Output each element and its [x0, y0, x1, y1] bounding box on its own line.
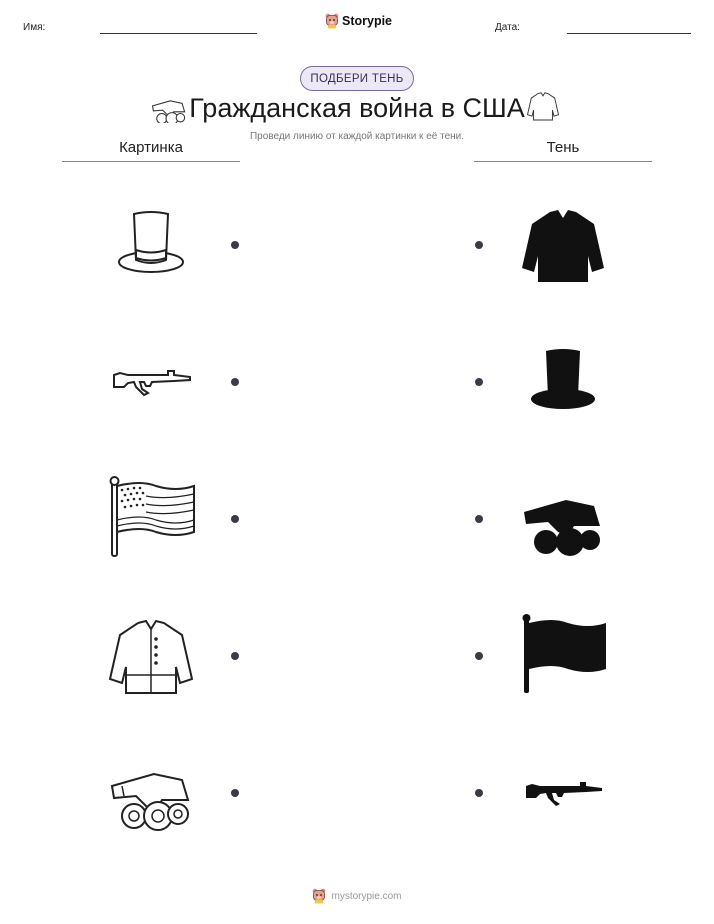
column-divider [474, 161, 652, 162]
rifle-shadow-icon [518, 748, 608, 838]
footer [0, 888, 714, 904]
column-header-pictures: Картинка [119, 139, 183, 156]
flag-shadow-icon [518, 611, 608, 701]
right-connection-dot[interactable] [475, 515, 483, 523]
name-label: Имя: [23, 22, 46, 33]
flag-icon [106, 474, 196, 564]
right-connection-dot[interactable] [475, 652, 483, 660]
date-label: Дата: [495, 22, 520, 33]
coat-icon [106, 611, 196, 701]
bear-mascot-icon [312, 888, 326, 904]
left-connection-dot[interactable] [231, 241, 239, 249]
activity-badge: ПОДБЕРИ ТЕНЬ [300, 66, 414, 91]
right-connection-dot[interactable] [475, 241, 483, 249]
date-line[interactable] [567, 33, 691, 34]
left-connection-dot[interactable] [231, 378, 239, 386]
left-connection-dot[interactable] [231, 652, 239, 660]
bear-mascot-icon [325, 13, 339, 29]
top-hat-icon [106, 200, 196, 290]
top-hat-shadow-icon [518, 337, 608, 427]
coat-shadow-icon [518, 200, 608, 290]
column-header-shadows: Тень [546, 139, 580, 156]
footer-url[interactable]: mystorypie.com [331, 890, 402, 902]
coat-icon [526, 89, 560, 123]
name-line[interactable] [100, 33, 257, 34]
logo-text: Storypie [342, 14, 393, 28]
storypie-logo [325, 13, 392, 29]
column-divider [62, 161, 240, 162]
left-connection-dot[interactable] [231, 789, 239, 797]
right-connection-dot[interactable] [475, 378, 483, 386]
rifle-icon [106, 337, 196, 427]
cannon-shadow-icon [518, 474, 608, 564]
page-title: Гражданская война в США [189, 93, 525, 123]
left-connection-dot[interactable] [231, 515, 239, 523]
cannon-icon [106, 748, 196, 838]
right-connection-dot[interactable] [475, 789, 483, 797]
instructions: Проведи линию от каждой картинки к её тени. [249, 131, 465, 142]
